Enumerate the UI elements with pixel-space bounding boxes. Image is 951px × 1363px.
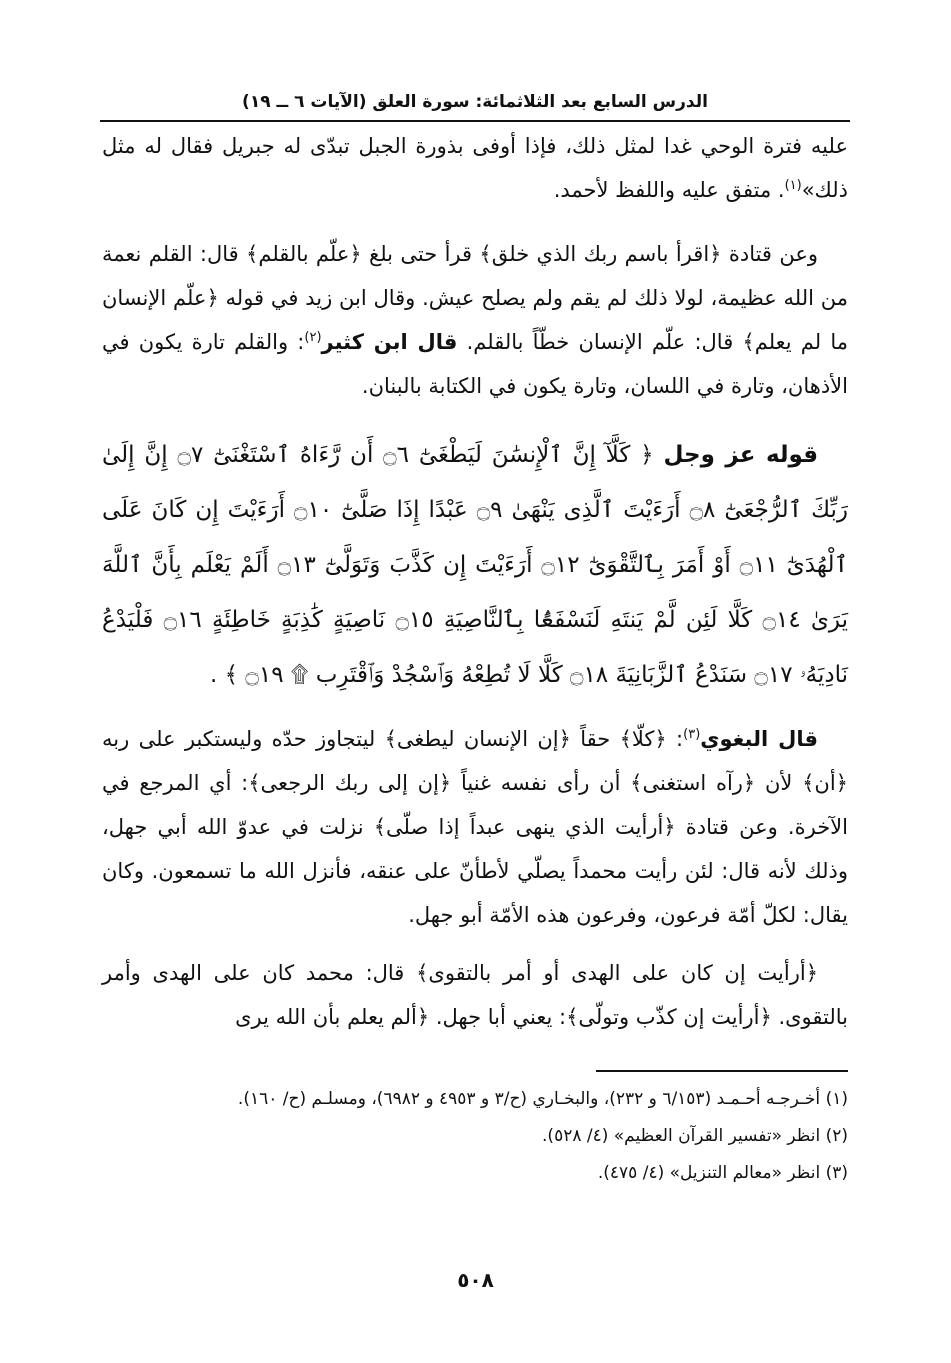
footnote-1-text: أخـرجـه أحـمـد (٦/١٥٣ و ٢٣٢)، والبخـاري (ح/٣ و ٤٩٥٣ و ٦٩٨٢)، ومسلـم (ح/ ١٦٠). <box>237 1089 821 1109</box>
footnote-3-text: انظر «معالم التنزيل» (٤/ ٤٧٥). <box>597 1163 821 1183</box>
paragraph-baghawi-text: : ﴿كلّا﴾ حقاً ﴿إن الإنسان ليطغى﴾ ليتجاوز حدّه وليستكبر على ربه ﴿أن﴾ لأن ﴿رآه استغنى﴾ أن رأى نفسه غنياً ﴿إن إلى ربك الرجعى﴾: أي المرجع في الآخرة. وعن قتادة ﴿أرأيت الذي ينهى عبداً إذا صلّى﴾ نزلت في عدوّ الله أبي جهل، وذلك لأنه قال: لئن رأيت محمداً يصلّي لأطأنّ على عنقه، فأنزل الله ما تسمعون. وكان يقال: لكلّ أمّة فرعون، وفرعون هذه الأمّة أبو جهل. <box>102 727 848 927</box>
paragraph-1-text: عليه فترة الوحي غدا لمثل ذلك، فإذا أوفى بذورة الجبل تبدّى له جبريل فقال له مثل ذلك» <box>102 134 848 202</box>
quran-verses: ﴿ كَلَّآ إِنَّ ٱلْإِنسَٰنَ لَيَطْغَىٰٓ ۝٦ أَن رَّءَاهُ ٱسْتَغْنَىٰٓ ۝٧ إِنَّ إِلَىٰ رَبِّكَ ٱلرُّجْعَىٰٓ ۝٨ أَرَءَيْتَ ٱلَّذِى يَنْهَىٰ ۝٩ عَبْدًا إِذَا صَلَّىٰٓ ۝١٠ أَرَءَيْتَ إِن كَانَ عَلَى ٱلْهُدَىٰٓ ۝١١ أَوْ أَمَرَ بِٱلتَّقْوَىٰٓ ۝١٢ أَرَءَيْتَ إِن كَذَّبَ وَتَوَلَّىٰٓ ۝١٣ أَلَمْ يَعْلَم بِأَنَّ ٱللَّهَ يَرَىٰ ۝١٤ كَلَّا لَئِن لَّمْ يَنتَهِ لَنَسْفَعًۢا بِٱلنَّاصِيَةِ ۝١٥ نَاصِيَةٍ كَٰذِبَةٍ خَاطِئَةٍ ۝١٦ فَلْيَدْعُ نَادِيَهُۥ ۝١٧ سَنَدْعُ ٱلزَّبَانِيَةَ ۝١٨ كَلَّا لَا تُطِعْهُ وَٱسْجُدْ وَٱقْتَرِب ۩ ۝١٩ ﴾ . <box>102 442 848 688</box>
page-number: ٥٠٨ <box>457 1268 494 1292</box>
main-text <box>102 124 848 1039</box>
paragraph-2-text: وعن قتادة ﴿اقرأ باسم ربك الذي خلق﴾ قرأ حتى بلغ ﴿علّم بالقلم﴾ قال: القلم نعمة من الله عظيمة، لولا ذلك لم يقم ولم يصلح عيش. وقال ابن زيد في قوله ﴿علّم الإنسان ما لم يعلم﴾ قال: علّم الإنسان خطّاً بالقلم. <box>102 242 849 354</box>
footnote-3 <box>102 1156 848 1190</box>
quran-verses-paragraph <box>102 428 848 703</box>
footnote-3-number: (٣) <box>825 1163 848 1183</box>
footnote-rule <box>596 1070 848 1072</box>
footnote-1 <box>102 1082 848 1116</box>
footnote-2-number: (٢) <box>825 1126 848 1146</box>
paragraph-1 <box>102 124 848 212</box>
footnote-ref-2[interactable]: (٢) <box>304 330 322 345</box>
footnotes <box>102 1082 848 1193</box>
paragraph-1-tail: . متفق عليه واللفظ لأحمد. <box>553 178 785 202</box>
footnote-ref-3[interactable]: (٣) <box>683 727 701 742</box>
ibn-kathir-phrase: قال ابن كثير <box>321 330 458 354</box>
header-rule <box>100 120 850 122</box>
verses-lead: قوله عز وجل <box>663 442 819 468</box>
baghawi-lead: قال البغوي <box>700 727 819 751</box>
footnote-ref-1[interactable]: (١) <box>784 178 802 193</box>
footnote-1-number: (١) <box>825 1089 848 1109</box>
footnote-2-text: انظر «تفسير القرآن العظيم» (٤/ ٥٢٨). <box>542 1126 821 1146</box>
paragraph-baghawi <box>102 717 848 937</box>
footnote-2 <box>102 1119 848 1153</box>
paragraph-5-text: ﴿أرأيت إن كان على الهدى أو أمر بالتقوى﴾ قال: محمد كان على الهدى وأمر بالتقوى. ﴿أرأيت إن كذّب وتولّى﴾: يعني أبا جهل. ﴿ألم يعلم بأن الله يرى <box>102 961 848 1029</box>
paragraph-2 <box>102 232 848 408</box>
paragraph-5 <box>102 951 848 1039</box>
paragraph-2-tail: : والقلم تارة يكون في الأذهان، وتارة في اللسان، وتارة يكون في الكتابة بالبنان. <box>102 330 848 398</box>
running-title: الدرس السابع بعد الثلاثمائة: سورة العلق (الآيات ٦ ــ ١٩) <box>242 92 708 112</box>
